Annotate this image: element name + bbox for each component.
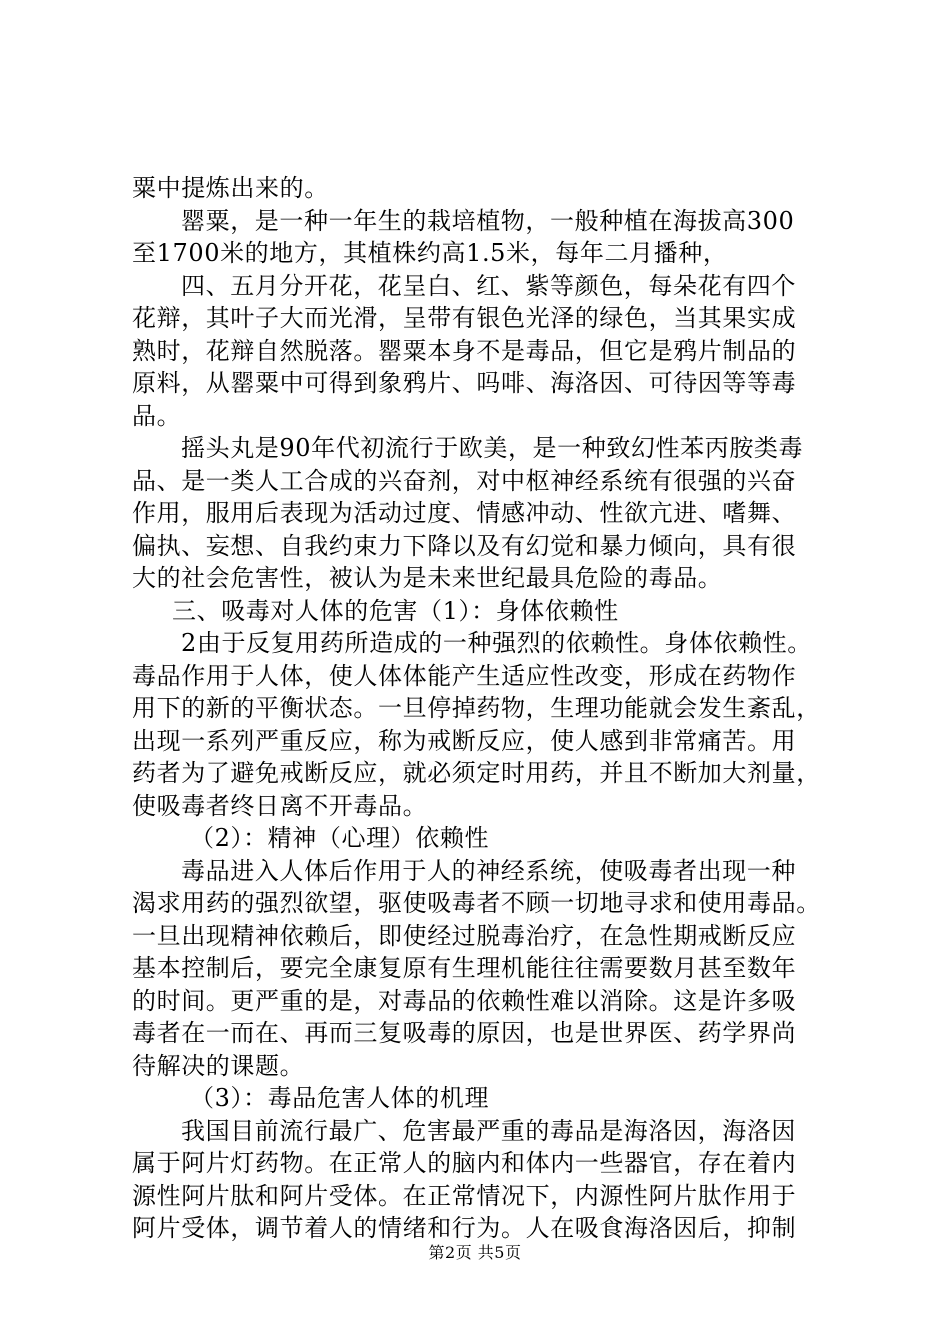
text-line: 的时间。更严重的是，对毒品的依赖性难以消除。这是许多吸 [132, 986, 797, 1015]
text-line: 品、是一类人工合成的兴奋剂，对中枢神经系统有很强的兴奋 [132, 466, 797, 495]
text-line: 至1700米的地方，其植株约高1.5米，每年二月播种， [132, 239, 728, 267]
text-line: （3）：毒品危害人体的机理 [190, 1084, 490, 1112]
text-line: （2）：精神（心理）依赖性 [190, 824, 490, 852]
text-line: 基本控制后，要完全康复原有生理机能往往需要数月甚至数年 [132, 954, 797, 982]
text-line: 出现一系列严重反应，称为戒断反应，使人感到非常痛苦。用 [132, 726, 797, 755]
text-line: 毒品作用于人体，使人体体能产生适应性改变，形成在药物作 [132, 661, 797, 690]
text-line: 药者为了避免戒断反应，就必须定时用药，并且不断加大剂量， [132, 759, 821, 787]
text-line: 我国目前流行最广、危害最严重的毒品是海洛因，海洛因 [181, 1116, 796, 1145]
text-line: 毒者在一而在、再而三复吸毒的原因，也是世界医、药学界尚 [132, 1019, 797, 1047]
text-line: 花辩，其叶子大而光滑，呈带有银色光泽的绿色，当其果实成 [132, 304, 797, 332]
text-line: 毒品进入人体后作用于人的神经系统，使吸毒者出现一种 [181, 856, 796, 885]
text-line: 2由于反复用药所造成的一种强烈的依赖性。身体依赖性。 [181, 629, 812, 657]
text-line: 三、吸毒对人体的危害（1）：身体依赖性 [172, 596, 619, 625]
text-line: 阿片受体，调节着人的情绪和行为。人在吸食海洛因后，抑制 [132, 1214, 797, 1242]
text-line: 粟中提炼出来的。 [132, 174, 329, 202]
text-line: 一旦出现精神依赖后，即使经过脱毒治疗，在急性期戒断反应 [132, 921, 797, 950]
text-line: 渴求用药的强烈欲望，驱使吸毒者不顾一切地寻求和使用毒品。 [132, 889, 821, 917]
text-line: 熟时，花辩自然脱落。罂粟本身不是毒品，但它是鸦片制品的 [132, 336, 797, 365]
text-line: 四、五月分开花，花呈白、红、紫等颜色，每朵花有四个 [181, 271, 796, 300]
text-line: 原料，从罂粟中可得到象鸦片、吗啡、海洛因、可待因等等毒 [132, 369, 797, 397]
text-line: 偏执、妄想、自我约束力下降以及有幻觉和暴力倾向，具有很 [132, 531, 797, 560]
text-line: 品。 [132, 401, 182, 430]
text-line: 用下的新的平衡状态。一旦停掉药物，生理功能就会发生紊乱， [132, 694, 821, 722]
text-line: 罂粟，是一种一年生的栽培植物，一般种植在海拔高300 [181, 206, 795, 235]
page-footer: 第2页 共5页 [428, 1243, 522, 1262]
text-line: 大的社会危害性，被认为是未来世纪最具危险的毒品。 [132, 564, 723, 592]
text-line: 作用，服用后表现为活动过度、情感冲动、性欲亢进、嗜舞、 [132, 499, 797, 527]
text-line: 属于阿片灯药物。在正常人的脑内和体内一些器官，存在着内 [132, 1149, 797, 1177]
text-line: 使吸毒者终日离不开毒品。 [132, 791, 428, 820]
text-line: 摇头丸是90年代初流行于欧美，是一种致幻性苯丙胺类毒 [181, 434, 804, 462]
text-line: 待解决的课题。 [132, 1051, 305, 1080]
text-line: 源性阿片肽和阿片受体。在正常情况下，内源性阿片肽作用于 [132, 1181, 797, 1210]
document-body [132, 172, 832, 1245]
